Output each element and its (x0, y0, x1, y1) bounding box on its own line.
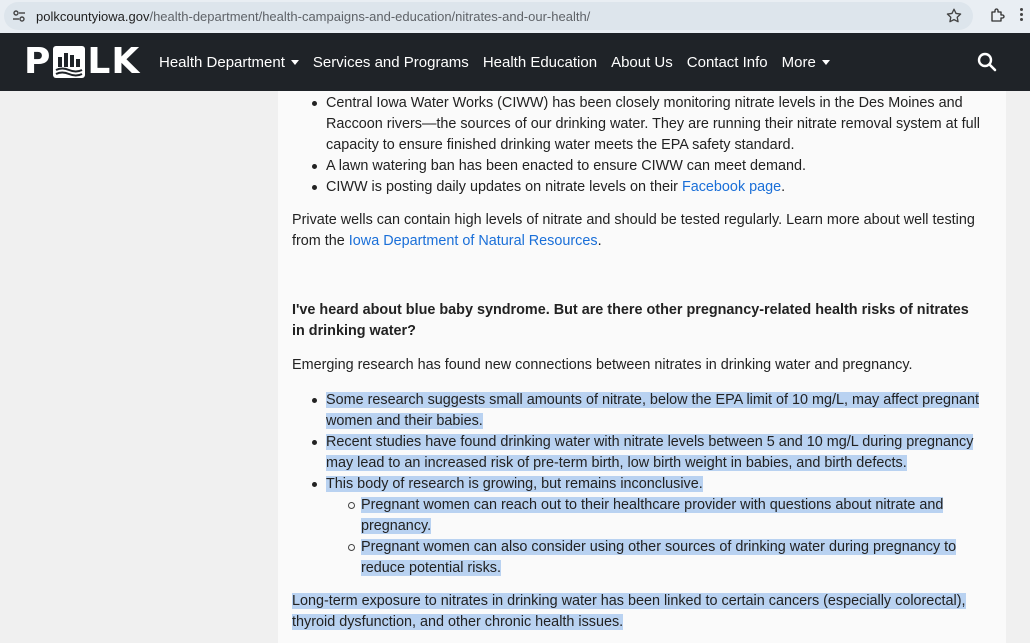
nav-item-about-us[interactable] (611, 54, 673, 71)
logo-letters-lk: LK (87, 41, 141, 82)
url-field[interactable] (4, 2, 973, 30)
nav-item-health-department[interactable] (159, 54, 299, 71)
paragraph-text: . (597, 233, 602, 249)
nav-item-health-education[interactable] (483, 54, 597, 71)
logo-skyline-icon (52, 45, 86, 79)
list-item (326, 177, 991, 198)
url-path: /health-department/health-campaigns-and-education/nitrates-and-our-health/ (149, 8, 591, 24)
sublist-item (361, 495, 991, 537)
sublist-item (361, 537, 991, 579)
chevron-down-icon (291, 60, 299, 65)
list-item-text: Recent studies have found drinking water with nitrate levels between 5 and 10 mg/L during pregnancy may lead to an increased risk of pre-term birth, low birth weight in babies, and birth defects. (326, 434, 974, 471)
list-item: A lawn watering ban has been enacted to ensure CIWW can meet demand. (326, 156, 991, 177)
ciww-update-list (326, 93, 991, 198)
list-item-text: Pregnant women can reach out to their healthcare provider with questions about nitrate and pregnancy. (361, 497, 944, 534)
browser-address-bar (0, 0, 1030, 33)
browser-menu-icon[interactable] (1020, 8, 1024, 24)
list-item (326, 432, 991, 474)
list-item (326, 390, 991, 432)
nav-item-label: About Us (611, 53, 673, 71)
nav-item-label: Health Department (159, 53, 285, 71)
site-navigation (0, 33, 1030, 91)
extensions-icon[interactable] (989, 6, 1007, 24)
list-item: Central Iowa Water Works (CIWW) has been closely monitoring nitrate levels in the Des Moines and Raccoon rivers—the sources of our drinking water. They are running their nitrate removal system at full capacity to ensure finished drinking water meets the EPA safety standard. (326, 93, 991, 156)
list-item-text: CIWW is posting daily updates on nitrate levels on their (326, 179, 682, 195)
nav-item-label: Health Education (482, 53, 598, 71)
logo-letter-p: P (24, 41, 52, 82)
nav-item-label: Contact Info (686, 53, 768, 71)
wells-paragraph (292, 210, 982, 252)
facebook-page-link[interactable]: Facebook page (681, 179, 782, 195)
url-host: polkcountyiowa.gov (36, 8, 150, 24)
bookmark-star-icon[interactable] (945, 7, 963, 25)
list-item (326, 474, 991, 579)
paragraph-text: Long-term exposure to nitrates in drinking water has been linked to certain cancers (especially colorectal), thyroid dysfunction, and other chronic health issues. (292, 593, 966, 630)
paragraph-text: Private wells can contain high levels of nitrate and should be tested regularly. Learn more about well testing from the (292, 212, 975, 249)
research-sublist (361, 495, 991, 579)
chevron-down-icon (822, 60, 830, 65)
list-item-text: Some research suggests small amounts of nitrate, below the EPA limit of 10 mg/L, may affect pregnant women and their babies. (326, 392, 979, 429)
nav-item-more[interactable] (782, 54, 830, 71)
url-text (36, 9, 590, 24)
polk-logo[interactable] (24, 41, 141, 82)
nav-item-label: More (781, 53, 816, 71)
nav-item-contact-info[interactable] (687, 54, 768, 71)
main-content (278, 91, 1006, 643)
longterm-paragraph (292, 591, 982, 633)
intro-paragraph: Emerging research has found new connections between nitrates in drinking water and pregnancy. (292, 357, 913, 373)
research-list (326, 390, 991, 579)
nav-menu (159, 33, 844, 91)
list-item-text: . (781, 179, 786, 195)
list-item-text: This body of research is growing, but remains inconclusive. (326, 476, 703, 492)
list-item-text: Pregnant women can also consider using other sources of drinking water during pregnancy to reduce potential risks. (361, 539, 957, 576)
nav-item-services-and-programs[interactable] (313, 54, 469, 71)
site-info-icon[interactable] (8, 5, 30, 27)
section-heading: I've heard about blue baby syndrome. But are there other pregnancy-related health risks of nitrates in drinking water? (292, 302, 969, 339)
nav-item-label: Services and Programs (312, 53, 469, 71)
iowa-dnr-link[interactable]: Iowa Department of Natural Resources (348, 233, 598, 249)
search-icon[interactable] (977, 52, 997, 72)
